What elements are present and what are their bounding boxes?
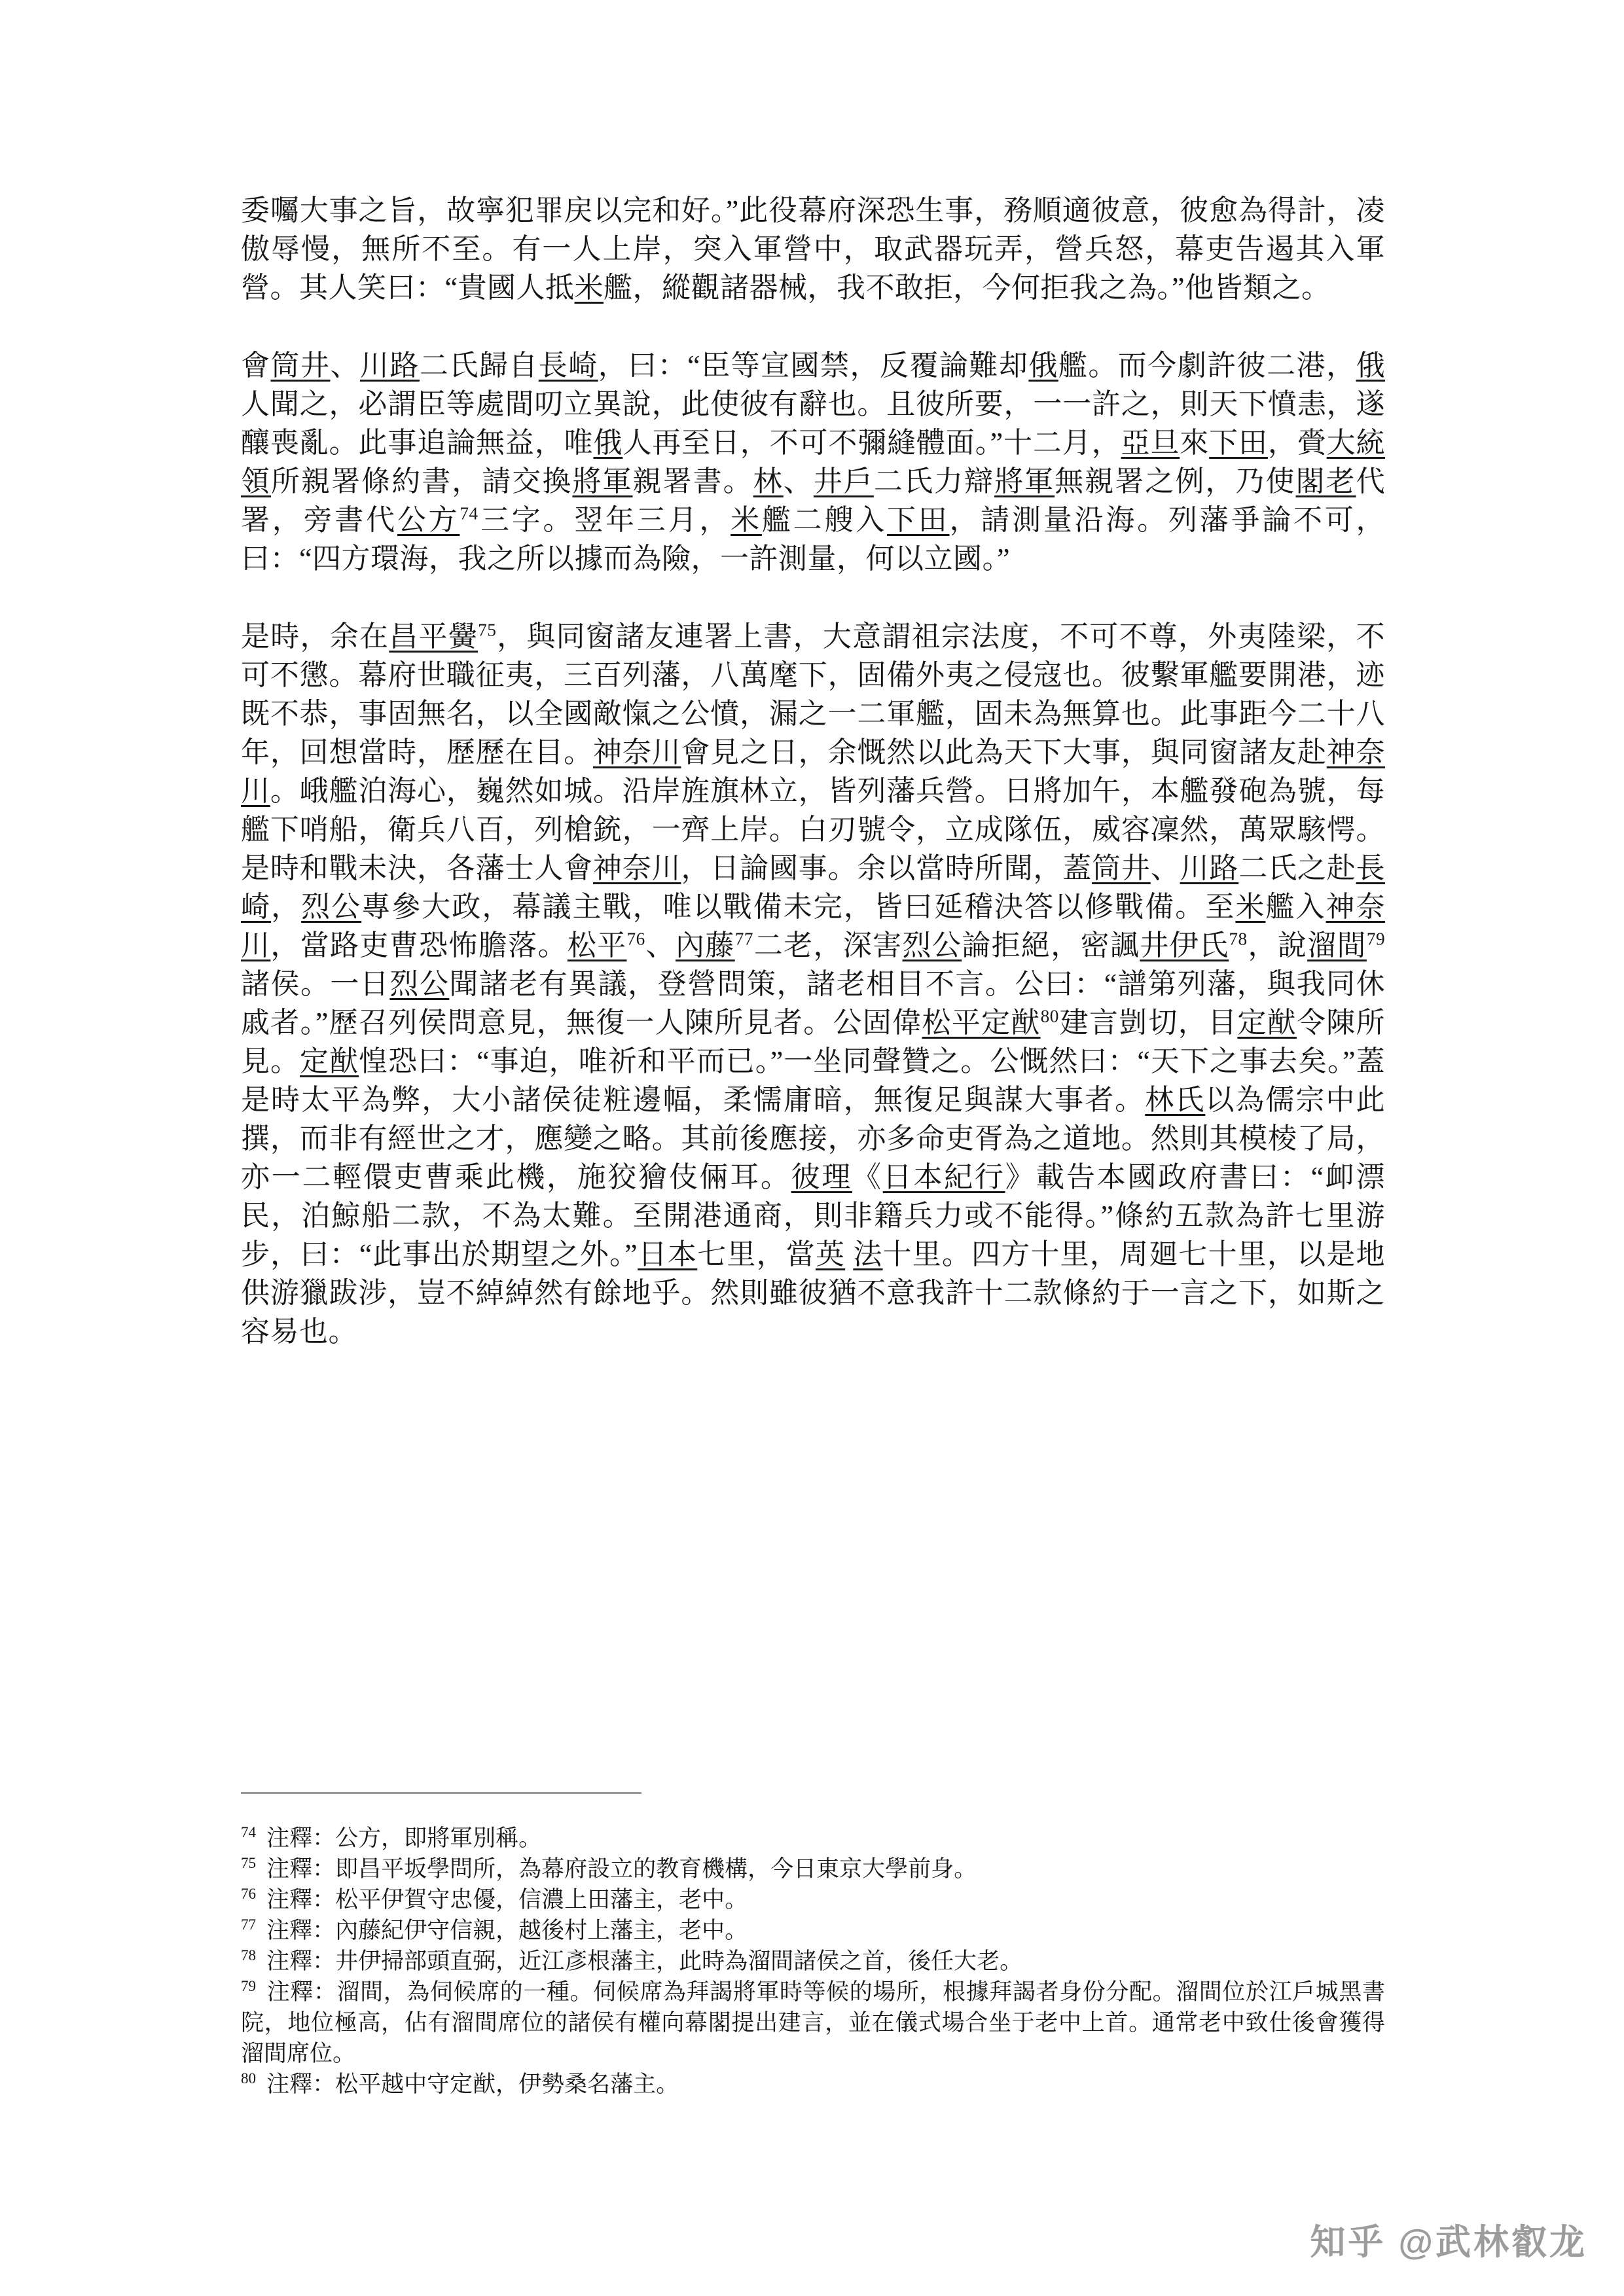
footnote-number: 77 bbox=[241, 1916, 257, 1933]
footnote-text: 注釋：溜間，為伺候席的一種。伺候席為拜謁將軍時等候的場所，根據拜謁者身份分配。溜間位於江戶城黑書院，地位極高，佔有溜間席位的諸侯有權向幕閣提出建言，並在儀式場合坐于老中上首。通常老中致仕後會獲得溜間席位。 bbox=[241, 1979, 1385, 2066]
footnote-78 bbox=[241, 1946, 1385, 1977]
footnote-80 bbox=[241, 2069, 1385, 2100]
footnote-text: 注釋：松平越中守定猷，伊勢桑名藩主。 bbox=[266, 2072, 679, 2097]
footnote-76 bbox=[241, 1884, 1385, 1915]
footnote-text: 注釋：即昌平坂學問所，為幕府設立的教育機構，今日東京大學前身。 bbox=[266, 1856, 977, 1882]
paragraph-1: 委囑大事之旨，故寧犯罪戻以完和好。”此役幕府深恐生事，務順適彼意，彼愈為得計，凌傲辱慢，無所不至。有一人上岸，突入軍營中，取武器玩弄，營兵怒，幕吏告遏其入軍營。其人笑曰：“貴國人抵米艦，縱觀諸器械，我不敢拒，今何拒我之為。”他皆類之。 bbox=[241, 194, 1385, 304]
footnotes-section bbox=[241, 1792, 1385, 2100]
main-text-block bbox=[241, 191, 1385, 1390]
footnote-text: 注釋：松平伊賀守忠優，信濃上田藩主，老中。 bbox=[266, 1887, 748, 1912]
footnote-number: 78 bbox=[241, 1946, 257, 1964]
footnote-79 bbox=[241, 1977, 1385, 2069]
footnote-75 bbox=[241, 1854, 1385, 1884]
zhihu-watermark: 知乎 @武林叡龙 bbox=[1310, 2223, 1587, 2262]
paragraph-3: 是時，余在昌平黌$^{75}$，與同窗諸友連署上書，大意謂祖宗法度，不可不尊，外夷陸梁，不可不懲。幕府世職征夷，三百列藩，八萬麾下，固備外夷之侵寇也。彼繫軍艦要開港，迹既不恭，事固無名，以全國敵愾之公憤，漏之一二軍艦，固未為無算也。此事距今二十八年，回想當時，歷歷在目。神奈川會見之日，余慨然以此為天下大事，與同窗諸友赴神奈川。峨艦泊海心，巍然如城。沿岸旌旗林立，皆列藩兵營。日將加午，本艦發砲為號，每艦下哨船，衛兵八百，列槍銃，一齊上岸。白刃號令，立成隊伍，威容凜然，萬眾駭愕。是時和戰未決，各藩士人會神奈川，日論國事。余以當時所聞，蓋筒井、川路二氏之赴長崎，烈公專參大政，幕議主戰，唯以戰備未完，皆曰延稽決答以修戰備。至米艦入神奈川，當路吏曹恐怖膽落。松平$^{76}$、內藤$^{77}$二老，深害烈公論拒絕，密諷井伊氏$^{78}$，說溜間$^{79}$諸侯。一日烈公聞諸老有異議，登營問策，諸老相目不言。公曰：“譜第列藩，與我同休戚者。”歷召列侯問意見，無復一人陳所見者。公固偉松平定猷$^{80}$建言剴切，目定猷令陳所見。定猷惶恐曰：“事迫，唯祈和平而已。”一坐同聲贊之。公慨然曰：“天下之事去矣。”蓋是時太平為弊，大小諸侯徒粧邊幅，柔懦庸暗，無復足與謀大事者。林氏以為儒宗中此撰，而非有經世之才，應變之略。其前後應接，亦多命吏胥為之道地。然則其模棱了局，亦一二輕儇吏曹乘此機，施狡獪伎倆耳。彼理《日本紀行》載告本國政府書曰：“卹漂民，泊鯨船二款，不為太難。至開港通商，則非籍兵力或不能得。”條約五款為許七里游步，曰：“此事出於期望之外。”日本七里，當英 法十里。四方十里，周廻七十里，以是地供游獵跋涉，豈不綽綽然有餘地乎。然則雖彼猶不意我許十二款條約于一言之下，如斯之容易也。 bbox=[241, 620, 1386, 1348]
footnote-number: 76 bbox=[241, 1885, 257, 1903]
footnote-number: 80 bbox=[241, 2070, 257, 2087]
footnote-separator-rule bbox=[241, 1792, 641, 1794]
footnote-number: 74 bbox=[241, 1823, 257, 1841]
footnote-text: 注釋：井伊掃部頭直弼，近江彥根藩主，此時為溜間諸侯之首，後任大老。 bbox=[266, 1948, 1023, 1974]
footnote-text: 注釋：公方，即將軍別稱。 bbox=[266, 1825, 542, 1851]
footnote-74 bbox=[241, 1823, 1385, 1854]
paragraph-2: 會筒井、川路二氏歸自長崎，曰：“臣等宣國禁，反覆論難却俄艦。而今劇許彼二港，俄人聞之，必謂臣等處間叨立異說，此使彼有辭也。且彼所要，一一許之，則天下憤恚，遂釀喪亂。此事追論無益，唯俄人再至日，不可不彌縫體面。”十二月，亞旦來下田，賫大統領所親署條約書，請交換將軍親署書。林、井戶二氏力辯將軍無親署之例，乃使閣老代署，旁書代公方$^{74}$三字。翌年三月，米艦二艘入下田，請測量沿海。列藩爭論不可，曰：“四方環海，我之所以據而為險，一許測量，何以立國。” bbox=[241, 350, 1386, 575]
footnote-77 bbox=[241, 1915, 1385, 1946]
footnote-text: 注釋：內藤紀伊守信親，越後村上藩主，老中。 bbox=[266, 1918, 748, 1943]
footnote-number: 75 bbox=[241, 1854, 257, 1872]
footnote-number: 79 bbox=[241, 1977, 257, 1995]
